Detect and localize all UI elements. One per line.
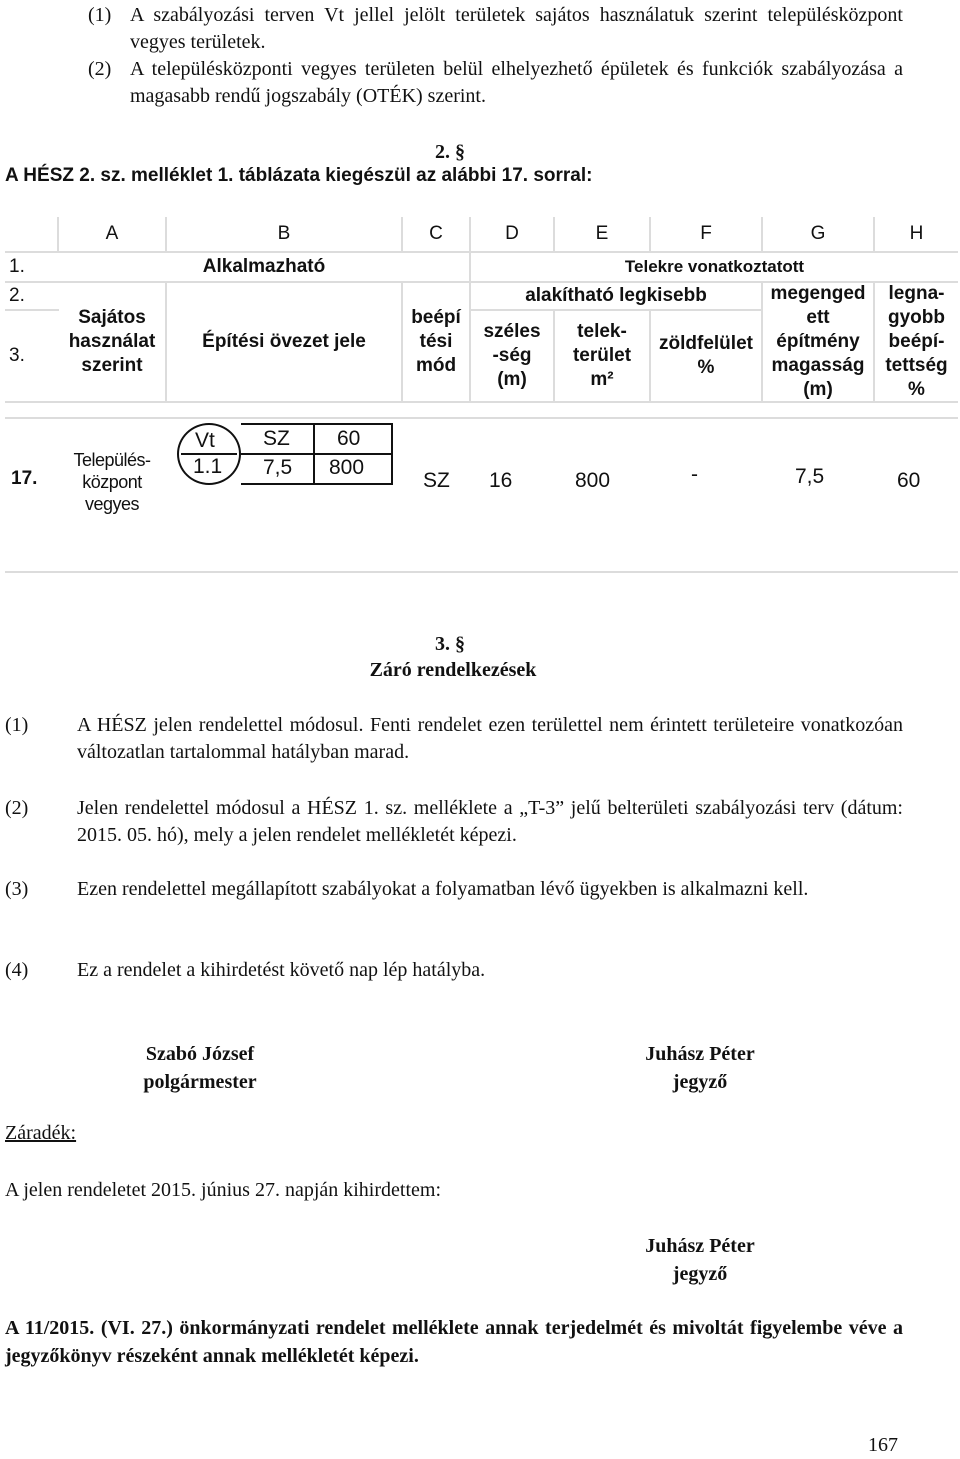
header-sajatos: Sajátos használat szerint (59, 283, 165, 401)
intro-paragraph-1 (88, 2, 903, 56)
row-17-mode: SZ (423, 469, 450, 492)
zone-grid (241, 423, 393, 485)
col-letter: G (763, 217, 873, 251)
zone-symbol (177, 423, 393, 487)
spacer-band (5, 403, 958, 417)
closing-item-4 (5, 957, 903, 984)
notary-name: Juhász Péter (645, 1043, 755, 1065)
item-number: (4) (5, 959, 29, 981)
row-17-coverage: 60 (897, 469, 921, 492)
closing-item-1 (5, 712, 903, 766)
col-letter: B (167, 217, 401, 251)
header-beepitesi: beépí tési mód (403, 283, 469, 401)
grid-value: 7,5 (263, 456, 293, 479)
row-number: 1. (5, 253, 61, 281)
header-zoldfelulet: zöldfelület % (651, 311, 761, 401)
header-alkalmazhato: Alkalmazható (59, 253, 469, 281)
row-17-green: - (691, 463, 698, 486)
section-3-title: Záró rendelkezések (369, 659, 537, 681)
col-letter: H (875, 217, 958, 251)
item-number: (1) (5, 714, 29, 736)
mayor-title: polgármester (143, 1071, 257, 1093)
section-2-heading: 2. § (435, 141, 465, 163)
notary-title: jegyző (672, 1071, 728, 1093)
row-number: 3. (5, 311, 61, 401)
row-17-use: Település- központ vegyes (59, 437, 165, 527)
header-epitesi: Építési övezet jele (167, 283, 401, 401)
mayor-name: Szabó József (145, 1043, 255, 1065)
paragraph-number: (1) (88, 4, 112, 26)
zaradek-notary-name: Juhász Péter (645, 1235, 755, 1257)
page-number: 167 (868, 1434, 898, 1456)
row-17-number: 17. (5, 419, 63, 539)
header-telekterulet: telek- terület m² (555, 311, 649, 401)
header-szelesseg: széles -ség (m) (471, 311, 553, 401)
col-letter: E (555, 217, 649, 251)
paragraph-text: A szabályozási terven Vt jellel jelölt területek sajátos használatuk szerint településközpont vegyes területek. (130, 4, 903, 53)
zoning-table (5, 217, 958, 573)
col-letter: D (471, 217, 553, 251)
zaradek-notary-title: jegyző (672, 1263, 728, 1285)
section-2-text: A HÉSZ 2. sz. melléklet 1. táblázata kiegészül az alábbi 17. sorral: (5, 165, 593, 186)
grid-value: 60 (337, 427, 361, 450)
closing-item-2 (5, 795, 903, 849)
zone-code-top: Vt (195, 429, 215, 452)
header-magassag: megenged ett építmény magasság (m) (763, 283, 873, 401)
item-text: Jelen rendelettel módosul a HÉSZ 1. sz. melléklete a „T-3” jelű belterületi szabályozási terv (dátum: 2015. 05. hó), mely a jelen rendelet mellékletét képezi. (77, 797, 903, 846)
paragraph-text: A településközponti vegyes területen belül elhelyezhető épületek és funkciók szabályozása a magasabb rendű jogszabály (OTÉK) szerint. (130, 58, 903, 107)
row-17-width: 16 (489, 469, 513, 492)
intro-paragraph-2 (88, 56, 903, 110)
zaradek-signature (600, 1232, 800, 1288)
corner-cell (5, 217, 57, 251)
col-letter: A (59, 217, 165, 251)
item-text: Ez a rendelet a kihirdetést követő nap lép hatályba. (77, 959, 486, 981)
grid-hline (241, 453, 391, 455)
section-3-heading: 3. § (435, 633, 465, 655)
zaradek-text: A jelen rendeletet 2015. június 27. napján kihirdettem: (5, 1179, 442, 1201)
item-text: Ezen rendelettel megállapított szabályokat a folyamatban lévő ügyekben is alkalmazni kell. (77, 878, 809, 900)
item-text: A HÉSZ jelen rendelettel módosul. Fenti rendelet ezen területtel nem érintett területeire vonatkozóan változatlan tartalommal hatályban marad. (77, 714, 903, 763)
grid-value: SZ (263, 427, 290, 450)
mayor-signature (100, 1040, 300, 1096)
notary-signature (600, 1040, 800, 1096)
row-number: 2. (5, 283, 61, 309)
col-letter: C (403, 217, 469, 251)
final-note: A 11/2015. (VI. 27.) önkormányzati rendelet melléklete annak terjedelmét és mivoltát figyelembe véve a jegyzőkönyv részeként annak mellékletét képezi. (5, 1317, 903, 1367)
row-17-area: 800 (575, 469, 611, 492)
paragraph-number: (2) (88, 58, 112, 80)
header-telekre: Telekre vonatkoztatott (471, 253, 958, 281)
row-17-height: 7,5 (795, 465, 825, 488)
item-number: (3) (5, 878, 29, 900)
zaradek-label: Záradék: (5, 1122, 77, 1144)
zone-code-bottom: 1.1 (193, 455, 223, 478)
grid-value: 800 (329, 456, 365, 479)
col-letter: F (651, 217, 761, 251)
header-alakithato: alakítható legkisebb (471, 283, 761, 309)
header-beepitettseg: legna- gyobb beépí- tettség % (875, 283, 958, 401)
item-number: (2) (5, 797, 29, 819)
closing-item-3 (5, 876, 903, 930)
